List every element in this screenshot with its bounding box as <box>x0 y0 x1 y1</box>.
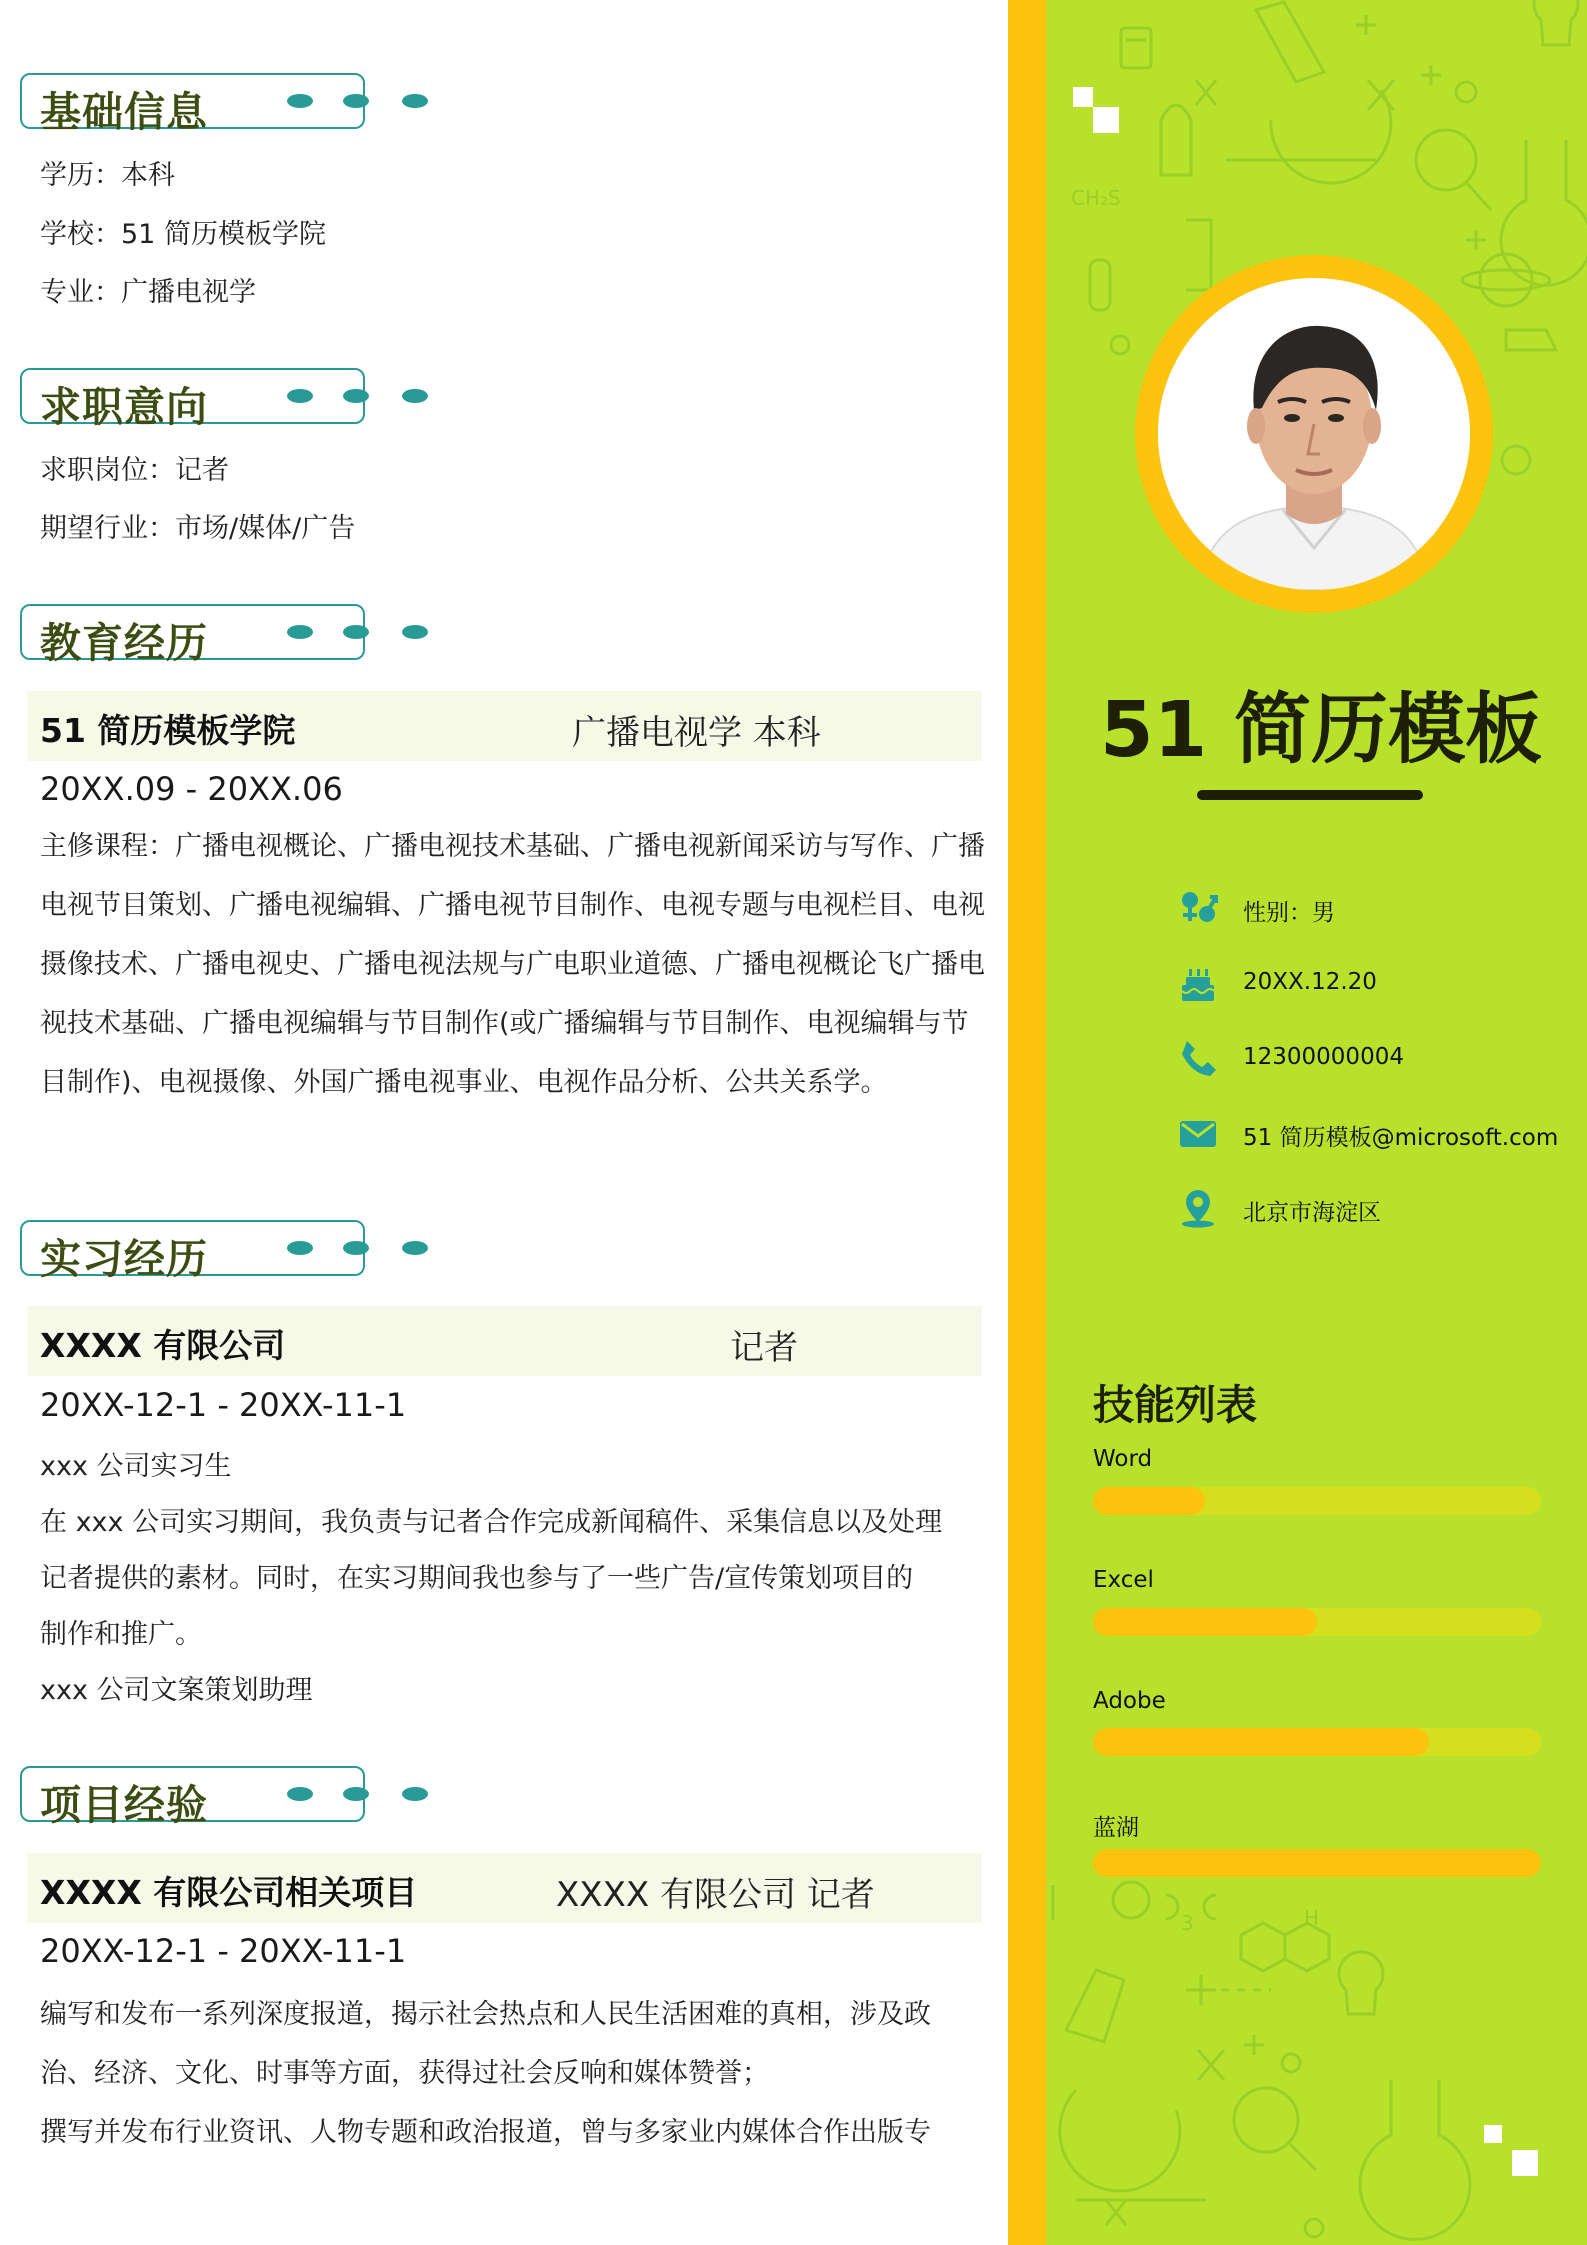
name-underline <box>1197 790 1423 800</box>
intent-position: 求职岗位：记者 <box>40 455 229 486</box>
section-heading-internship <box>20 1220 365 1283</box>
info-line-degree: 学历：本科 <box>40 160 175 191</box>
section-title: 教育经历 <box>40 619 208 667</box>
skill-fill <box>1093 1608 1317 1636</box>
decor-dot <box>343 94 369 108</box>
decor-dot <box>287 1241 313 1255</box>
education-school: 51 简历模板学院 <box>40 711 296 750</box>
skill-bar-lanhu <box>1093 1849 1541 1877</box>
avatar <box>1158 278 1470 590</box>
decor-dot <box>343 1241 369 1255</box>
education-header-band <box>27 691 982 761</box>
email-icon <box>1178 1113 1218 1153</box>
location-pin-icon <box>1178 1188 1218 1228</box>
decor-square <box>1073 87 1093 107</box>
decor-dot <box>287 1787 313 1801</box>
profile-photo <box>1158 278 1470 590</box>
internship-line: xxx 公司实习生 <box>40 1451 232 1482</box>
profile-name: 51 简历模板 <box>1100 686 1542 775</box>
internship-line: 制作和推广。 <box>40 1619 202 1650</box>
svg-text:H: H <box>1304 1906 1320 1930</box>
education-dates: 20XX.09 - 20XX.06 <box>40 770 343 808</box>
skill-label-word: Word <box>1093 1446 1153 1472</box>
decor-dot <box>343 389 369 403</box>
project-name: XXXX 有限公司相关项目 <box>40 1873 418 1912</box>
section-title: 实习经历 <box>40 1235 208 1283</box>
decor-dot <box>402 389 428 403</box>
internship-header-band <box>27 1306 982 1376</box>
phone-icon <box>1178 1038 1218 1078</box>
decor-dot <box>287 389 313 403</box>
skill-label-lanhu: 蓝湖 <box>1093 1815 1139 1841</box>
info-line-school: 学校：51 简历模板学院 <box>40 219 326 250</box>
skill-fill <box>1093 1849 1541 1877</box>
decor-square <box>1484 2125 1502 2143</box>
decor-dot <box>343 1787 369 1801</box>
decor-dot <box>402 1787 428 1801</box>
decor-dot <box>402 1241 428 1255</box>
birthday-cake-icon <box>1178 963 1218 1003</box>
skill-fill <box>1093 1728 1429 1756</box>
section-title: 基础信息 <box>40 88 208 136</box>
project-line: 撰写并发布行业资讯、人物专题和政治报道，曾与多家业内媒体合作出版专 <box>40 2117 931 2148</box>
gender-text: 性别：男 <box>1243 900 1335 926</box>
skill-bar-word <box>1093 1487 1541 1515</box>
phone-text: 12300000004 <box>1243 1044 1404 1070</box>
decor-dot <box>343 625 369 639</box>
decor-dot <box>287 625 313 639</box>
skill-bar-adobe <box>1093 1728 1541 1756</box>
project-org-role: XXXX 有限公司 记者 <box>556 1875 875 1915</box>
decor-dot <box>287 94 313 108</box>
svg-text:CH₂S: CH₂S <box>1071 186 1121 210</box>
decor-dot <box>402 94 428 108</box>
internship-company: XXXX 有限公司 <box>40 1326 286 1365</box>
education-major-degree: 广播电视学 本科 <box>572 713 821 753</box>
internship-dates: 20XX-12-1 - 20XX-11-1 <box>40 1386 407 1424</box>
project-header-band <box>27 1853 982 1923</box>
decor-dot <box>402 625 428 639</box>
gender-icon <box>1178 888 1218 928</box>
svg-text:3: 3 <box>1181 1911 1194 1935</box>
project-description <box>40 1992 931 2169</box>
internship-role: 记者 <box>730 1328 798 1368</box>
skills-title: 技能列表 <box>1093 1381 1257 1429</box>
internship-line: 记者提供的素材。同时，在实习期间我也参与了一些广告/宣传策划项目的 <box>40 1563 914 1594</box>
internship-line: 在 xxx 公司实习期间，我负责与记者合作完成新闻稿件、采集信息以及处理 <box>40 1507 943 1538</box>
section-title: 项目经验 <box>40 1781 208 1829</box>
skill-label-adobe: Adobe <box>1093 1688 1166 1714</box>
intent-industry: 期望行业：市场/媒体/广告 <box>40 513 356 544</box>
section-heading-education <box>20 604 365 667</box>
section-title: 求职意向 <box>40 383 208 431</box>
birthday-text: 20XX.12.20 <box>1243 969 1377 995</box>
project-dates: 20XX-12-1 - 20XX-11-1 <box>40 1932 407 1970</box>
section-heading-intent <box>20 368 365 431</box>
skill-fill <box>1093 1487 1205 1515</box>
skill-bar-excel <box>1093 1608 1541 1636</box>
education-courses: 主修课程：广播电视概论、广播电视技术基础、广播电视新闻采访与写作、广播电视节目策划、广播电视编辑、广播电视节目制作、电视专题与电视栏目、电视摄像技术、广播电视史、广播电视法规与广电职业道德、广播电视概论飞广播电视技术基础、广播电视编辑与节目制作(或广播编辑与节目制作、电视编辑与节目制作)、电视摄像、外国广播电视事业、电视作品分析、公共关系学。 <box>40 831 985 1098</box>
info-line-major: 专业：广播电视学 <box>40 277 256 308</box>
internship-description <box>40 1444 942 1724</box>
section-heading-basic <box>20 73 365 136</box>
project-line: 编写和发布一系列深度报道，揭示社会热点和人民生活困难的真相，涉及政 <box>40 1999 931 2030</box>
accent-stripe <box>1008 0 1046 2245</box>
project-line: 治、经济、文化、时事等方面，获得过社会反响和媒体赞誉； <box>40 2058 769 2089</box>
decor-square <box>1093 107 1119 133</box>
section-heading-project <box>20 1766 365 1829</box>
internship-line: xxx 公司文案策划助理 <box>40 1675 313 1706</box>
skill-label-excel: Excel <box>1093 1567 1154 1593</box>
email-text: 51 简历模板@microsoft.com <box>1243 1125 1559 1151</box>
decor-square <box>1512 2150 1538 2176</box>
location-text: 北京市海淀区 <box>1243 1200 1381 1226</box>
